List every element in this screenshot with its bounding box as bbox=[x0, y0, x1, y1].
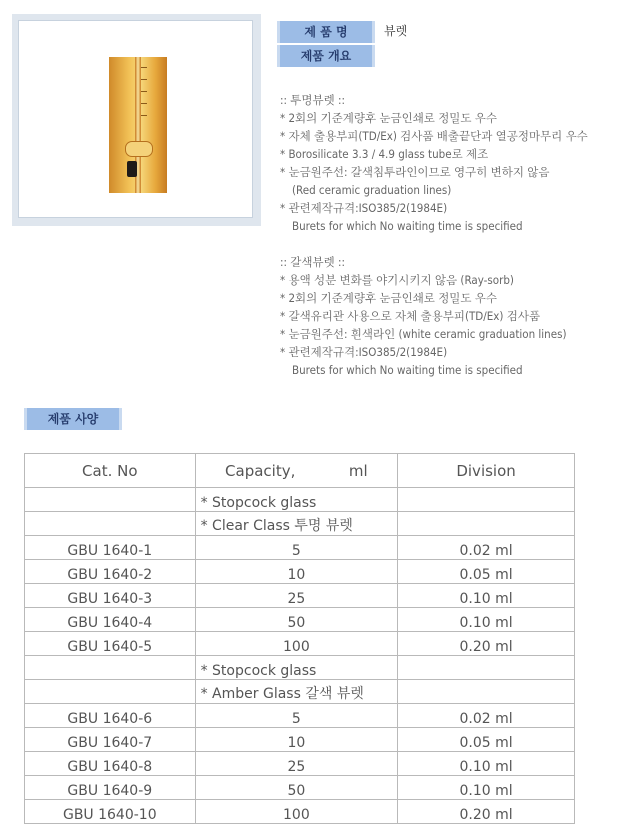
desc-line: * 관련제작규격:ISO385/2(1984E) bbox=[280, 345, 448, 359]
product-name-value: 뷰렛 bbox=[384, 24, 408, 38]
desc-line: * 갈색유리관 사용으로 자체 출용부피(TD/Ex) 검사품 bbox=[280, 309, 541, 323]
table-row bbox=[25, 488, 575, 512]
graduation-tick bbox=[141, 115, 147, 116]
product-spec-label: 제품 사양 bbox=[24, 408, 122, 430]
graduation-tick bbox=[141, 91, 147, 92]
amber-buret-description bbox=[280, 253, 567, 379]
capacity-cell: 25 bbox=[195, 584, 398, 608]
cat-no-cell: GBU 1640-1 bbox=[25, 536, 196, 560]
table-row bbox=[25, 680, 575, 704]
table-row bbox=[25, 608, 575, 632]
capacity-cell: 100 bbox=[195, 800, 398, 824]
graduation-tick bbox=[141, 103, 147, 104]
product-photo-box bbox=[18, 20, 253, 218]
cat-no-cell: GBU 1640-9 bbox=[25, 776, 196, 800]
capacity-cell: 10 bbox=[195, 728, 398, 752]
table-row bbox=[25, 536, 575, 560]
capacity-cell: 10 bbox=[195, 560, 398, 584]
desc-line: (Red ceramic graduation lines) bbox=[292, 183, 452, 197]
desc-line: :: 투명뷰렛 :: bbox=[280, 93, 345, 107]
division-cell: 0.10 ml bbox=[398, 752, 575, 776]
cat-no-cell: GBU 1640-10 bbox=[25, 800, 196, 824]
cat-no-cell: GBU 1640-2 bbox=[25, 560, 196, 584]
spec-table bbox=[24, 453, 575, 824]
table-row bbox=[25, 656, 575, 680]
cat-no-cell: GBU 1640-7 bbox=[25, 728, 196, 752]
division-cell: 0.02 ml bbox=[398, 704, 575, 728]
cat-no-cell: GBU 1640-8 bbox=[25, 752, 196, 776]
stopcock-valve bbox=[125, 141, 153, 157]
capacity-cell: 5 bbox=[195, 704, 398, 728]
capacity-cell: 50 bbox=[195, 608, 398, 632]
desc-line: Burets for which No waiting time is specified bbox=[292, 363, 523, 377]
division-cell: 0.10 ml bbox=[398, 776, 575, 800]
group-note: * Stopcock glass bbox=[195, 656, 398, 680]
graduation-tick bbox=[141, 79, 147, 80]
header-division: Division bbox=[398, 454, 575, 488]
cat-no-cell: GBU 1640-5 bbox=[25, 632, 196, 656]
desc-line: * 2회의 기준계량후 눈금인쇄로 정밀도 우수 bbox=[280, 111, 498, 125]
division-cell: 0.02 ml bbox=[398, 536, 575, 560]
division-cell: 0.10 ml bbox=[398, 584, 575, 608]
table-header-row bbox=[25, 454, 575, 488]
table-row bbox=[25, 632, 575, 656]
division-cell: 0.05 ml bbox=[398, 560, 575, 584]
table-row bbox=[25, 704, 575, 728]
header-capacity-text: Capacity, bbox=[225, 461, 296, 480]
division-cell: 0.10 ml bbox=[398, 608, 575, 632]
desc-line: * 눈금원주선: 흰색라인 (white ceramic graduation lines) bbox=[280, 327, 567, 341]
group-note: * Amber Glass 갈색 뷰렛 bbox=[195, 680, 398, 704]
division-cell: 0.20 ml bbox=[398, 632, 575, 656]
stopcock-cap bbox=[127, 161, 137, 177]
cat-no-cell: GBU 1640-3 bbox=[25, 584, 196, 608]
table-row bbox=[25, 800, 575, 824]
cat-no-cell: GBU 1640-6 bbox=[25, 704, 196, 728]
desc-line: :: 갈색뷰렛 :: bbox=[280, 255, 345, 269]
table-row bbox=[25, 728, 575, 752]
capacity-cell: 5 bbox=[195, 536, 398, 560]
table-row bbox=[25, 560, 575, 584]
product-photo-frame bbox=[12, 14, 261, 226]
group-note: * Clear Class 투명 뷰렛 bbox=[195, 512, 398, 536]
header-unit: ml bbox=[348, 461, 368, 480]
desc-line: * 관련제작규격:ISO385/2(1984E) bbox=[280, 201, 448, 215]
header-cat-no: Cat. No bbox=[25, 454, 196, 488]
division-cell: 0.05 ml bbox=[398, 728, 575, 752]
group-note: * Stopcock glass bbox=[195, 488, 398, 512]
table-row bbox=[25, 584, 575, 608]
product-name-label: 제 품 명 bbox=[277, 21, 375, 43]
table-row bbox=[25, 776, 575, 800]
capacity-cell: 25 bbox=[195, 752, 398, 776]
desc-line: * 눈금원주선: 갈색침투라인이므로 영구히 변하지 않음 bbox=[280, 165, 550, 179]
table-row bbox=[25, 512, 575, 536]
buret-photo bbox=[109, 57, 167, 193]
header-capacity bbox=[195, 454, 398, 488]
clear-buret-description bbox=[280, 91, 588, 235]
desc-line: * Borosilicate 3.3 / 4.9 glass tube로 제조 bbox=[280, 147, 489, 161]
capacity-cell: 100 bbox=[195, 632, 398, 656]
capacity-cell: 50 bbox=[195, 776, 398, 800]
desc-line: * 2회의 기준계량후 눈금인쇄로 정밀도 우수 bbox=[280, 291, 498, 305]
division-cell: 0.20 ml bbox=[398, 800, 575, 824]
desc-line: * 자체 출용부피(TD/Ex) 검사품 배출끝단과 열공정마무리 우수 bbox=[280, 129, 588, 143]
graduation-tick bbox=[141, 67, 147, 68]
cat-no-cell: GBU 1640-4 bbox=[25, 608, 196, 632]
product-overview-label: 제품 개요 bbox=[277, 45, 375, 67]
desc-line: Burets for which No waiting time is specified bbox=[292, 219, 523, 233]
desc-line: * 용액 성분 변화를 야기시키지 않음 (Ray-sorb) bbox=[280, 273, 514, 287]
table-row bbox=[25, 752, 575, 776]
